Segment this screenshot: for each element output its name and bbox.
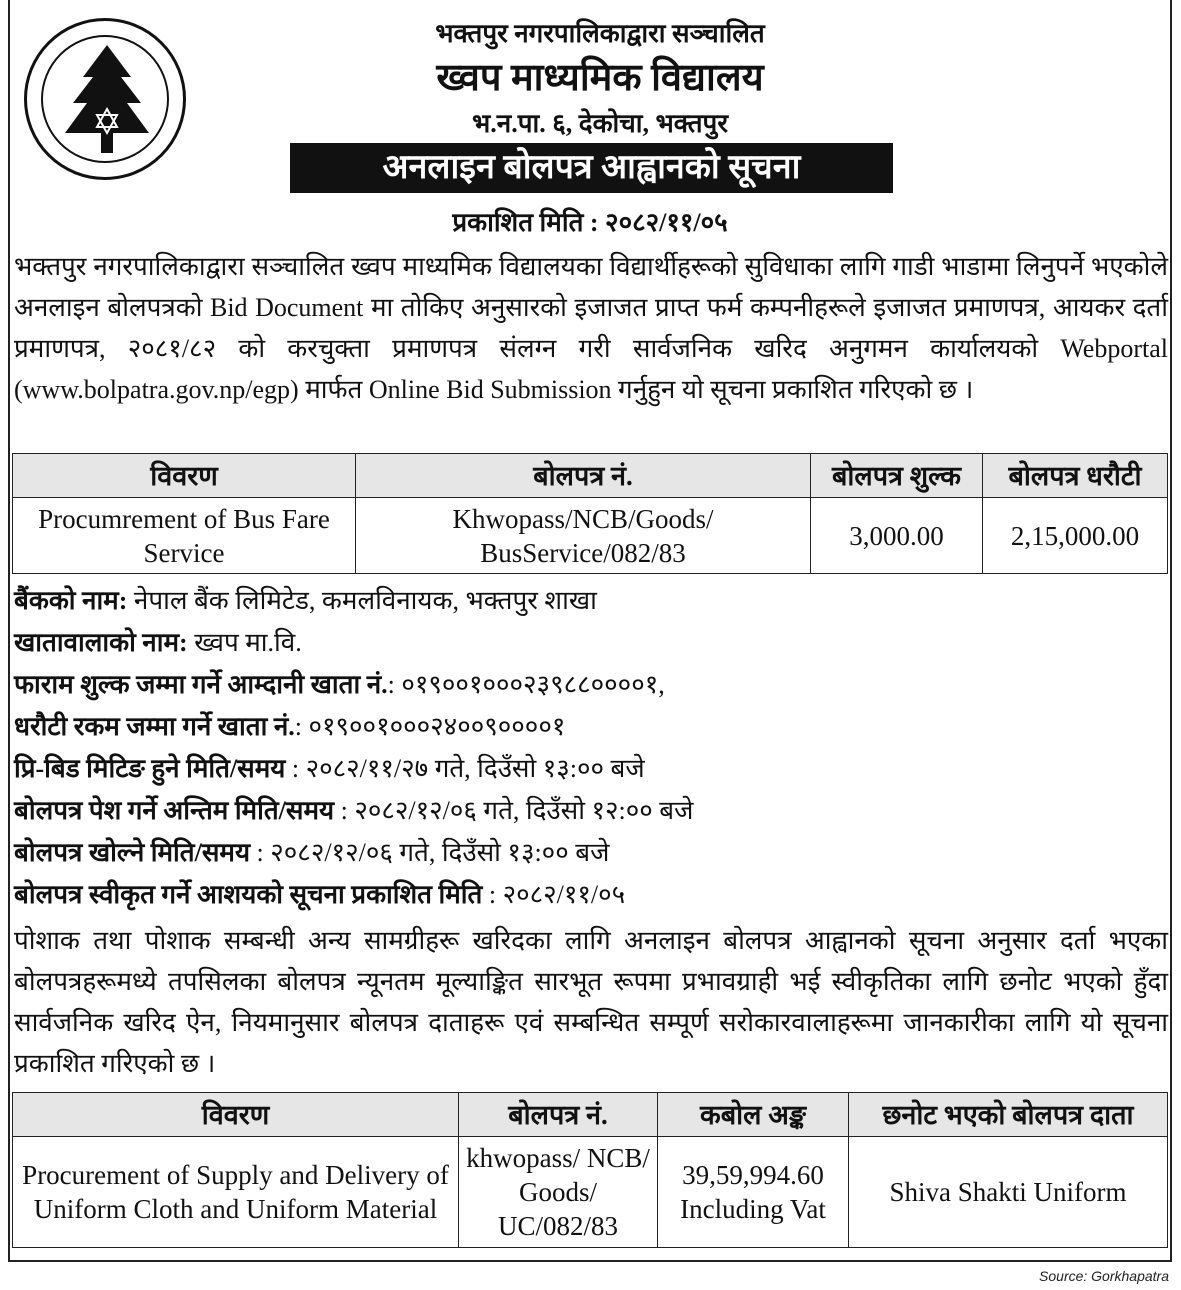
cell-bid-security: 2,15,000.00 (983, 498, 1168, 574)
info-label: प्रि-बिड मिटिङ हुने मिति/समय (14, 754, 286, 783)
source-credit: Source: Gorkhapatra (1039, 1268, 1169, 1284)
header-bid-number: बोलपत्र नं. (459, 1093, 658, 1137)
info-value: : ०१९००१०००२४००९००००१ (294, 712, 566, 741)
info-value: ख्वप मा.वि. (187, 628, 302, 657)
info-line (14, 628, 302, 658)
organizer-line: भक्तपुर नगरपालिकाद्वारा सञ्चालित (435, 19, 765, 48)
header-quoted-amount: कबोल अङ्क (658, 1093, 849, 1137)
info-line (14, 838, 609, 868)
header-bid-security: बोलपत्र धरौटी (983, 454, 1168, 498)
intro-paragraph: भक्तपुर नगरपालिकाद्वारा सञ्चालित ख्वप माध्यमिक विद्यालयका विद्यार्थीहरूको सुविधाका लागि गाडी भाडामा लिनुपर्ने भएकोले अनलाइन बोलपत्रको Bid Document मा तोकिए अनुसारको इजाजत प्राप्त फर्म कम्पनीहरूले इजाजत प्रमाणपत्र, आयकर दर्ता प्रमाणपत्र, २०८१/८२ को करचुक्ता प्रमाणपत्र संलग्न गरी सार्वजनिक खरिद अनुगमन कार्यालयको Webportal (www.bolpatra.gov.np/egp) मार्फत Online Bid Submission गर्नुहुन यो सूचना प्रकाशित गरिएको छ । (14, 252, 1168, 404)
info-value: : २०८२/११/०५ (482, 880, 626, 909)
cell-bid-number: khwopass/ NCB/ Goods/ UC/082/83 (459, 1137, 658, 1248)
info-label: बोलपत्र खोल्ने मिति/समय (14, 838, 251, 867)
selected-bidder-table (12, 1092, 1168, 1248)
info-value: : २०८२/११/२७ गते, दिउँसो १३:०० बजे (285, 754, 645, 783)
published-date: प्रकाशित मिति : २०८२/११/०५ (452, 208, 728, 237)
bid-table (12, 453, 1168, 574)
info-label: खातावालाको नाम: (14, 628, 188, 657)
header-description: विवरण (13, 454, 356, 498)
info-line (14, 712, 565, 742)
table-row (13, 1137, 1168, 1248)
pine-tree-icon (43, 37, 169, 163)
school-address: भ.न.पा. ६, देकोचा, भक्तपुर (472, 109, 728, 138)
info-line (14, 796, 693, 826)
info-line (14, 670, 665, 700)
cell-description: Procumrement of Bus Fare Service (13, 498, 356, 574)
cell-bid-fee: 3,000.00 (811, 498, 983, 574)
table-row (13, 498, 1168, 574)
header-bid-number: बोलपत्र नं. (356, 454, 811, 498)
school-name: ख्वप माध्यमिक विद्यालय (436, 57, 764, 99)
info-label: बोलपत्र स्वीकृत गर्ने आशयको सूचना प्रकाशित मिति (14, 880, 483, 909)
info-line (14, 880, 625, 910)
info-label: फाराम शुल्क जम्मा गर्ने आम्दानी खाता नं. (14, 670, 388, 699)
cell-bid-number: Khwopass/NCB/Goods/ BusService/082/83 (356, 498, 811, 574)
table-header-row (13, 1093, 1168, 1137)
info-value: : २०८२/१२/०६ गते, दिउँसो १३:०० बजे (250, 838, 610, 867)
notice-title: अनलाइन बोलपत्र आह्वानको सूचना (290, 143, 893, 193)
info-value: : २०८२/१२/०६ गते, दिउँसो १२:०० बजे (334, 796, 694, 825)
info-line (14, 754, 645, 784)
cell-description: Procurement of Supply and Delivery of Uniform Cloth and Uniform Material (13, 1137, 459, 1248)
info-label: बोलपत्र पेश गर्ने अन्तिम मिति/समय (14, 796, 335, 825)
school-logo (24, 18, 186, 180)
header-description: विवरण (13, 1093, 459, 1137)
selection-paragraph: पोशाक तथा पोशाक सम्बन्धी अन्य सामग्रीहरू खरिदका लागि अनलाइन बोलपत्र आह्वानको सूचना अनुसार दर्ता भएका बोलपत्रहरूमध्ये तपसिलका बोलपत्र न्यूनतम मूल्याङ्कित सारभूत रूपमा प्रभावग्राही भई स्वीकृतिका लागि छनोट भएको हुँदा सार्वजनिक खरिद ऐन, नियमानुसार बोलपत्र दाताहरू एवं सम्बन्धित सम्पूर्ण सरोकारवालाहरूमा जानकारीका लागि यो सूचना प्रकाशित गरिएको छ । (14, 926, 1168, 1078)
header-bid-fee: बोलपत्र शुल्क (811, 454, 983, 498)
cell-quoted-amount: 39,59,994.60 Including Vat (658, 1137, 849, 1248)
table-header-row (13, 454, 1168, 498)
info-line (14, 586, 597, 616)
info-label: बैंकको नाम: (14, 586, 128, 615)
header-selected-bidder: छनोट भएको बोलपत्र दाता (849, 1093, 1168, 1137)
info-label: धरौटी रकम जम्मा गर्ने खाता नं. (14, 712, 295, 741)
cell-selected-bidder: Shiva Shakti Uniform (849, 1137, 1168, 1248)
info-value: नेपाल बैंक लिमिटेड, कमलविनायक, भक्तपुर शाखा (127, 586, 597, 615)
info-value: : ०१९००१०००२३९८८००००१, (387, 670, 665, 699)
